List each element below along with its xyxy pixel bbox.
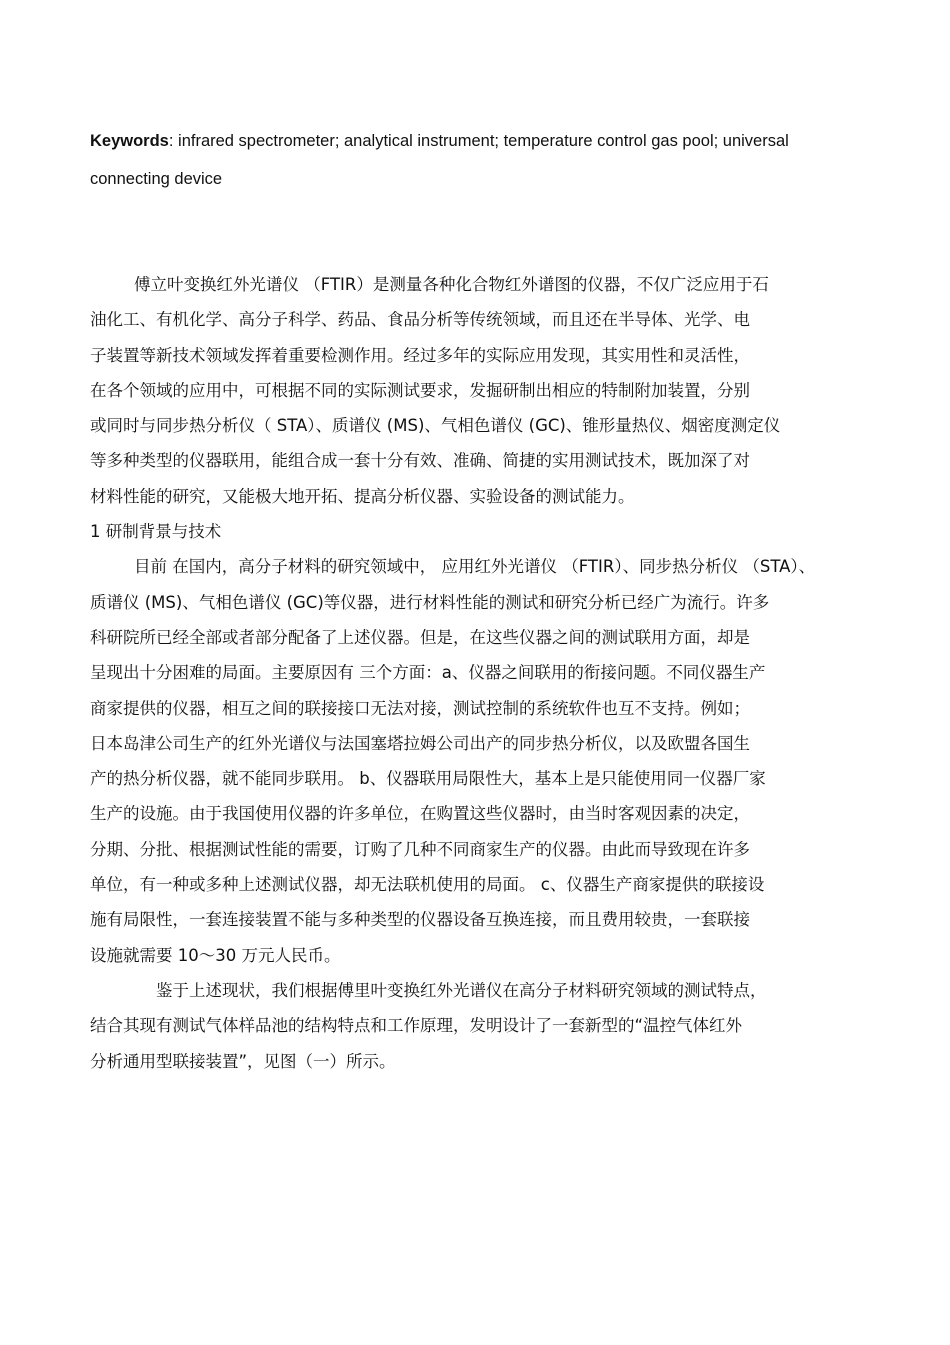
paragraph3-line: 鉴于上述现状，我们根据傅里叶变换红外光谱仪在高分子材料研究领域的测试特点， (156, 980, 767, 1000)
body-text (90, 267, 870, 1079)
paragraph2-line: 单位，有一种或多种上述测试仪器，却无法联机使用的局面。 c、仪器生产商家提供的联接设 (90, 875, 765, 895)
keywords-paragraph (90, 122, 870, 198)
paragraph1-line: 子装置等新技术领域发挥着重要检测作用。经过多年的实际应用发现，其实用性和灵活性， (90, 345, 750, 365)
paragraph1-line: 等多种类型的仪器联用，能组合成一套十分有效、准确、简捷的实用测试技术，既加深了对 (90, 451, 750, 471)
keywords-label: Keywords (90, 132, 169, 150)
keywords-text: : infrared spectrometer; analytical instrument; temperature control gas pool; universal connecting device (90, 132, 789, 188)
section-heading: 1 研制背景与技术 (90, 522, 222, 542)
paragraph2-line: 目前 在国内，高分子材料的研究领域中， 应用红外光谱仪 （FTIR）、同步热分析仪 （STA）、 (134, 557, 816, 577)
paragraph1-line: 油化工、有机化学、高分子科学、药品、食品分析等传统领域，而且还在半导体、光学、电 (90, 310, 750, 330)
paragraph1-line: 或同时与同步热分析仪（ STA）、质谱仪 (MS)、气相色谱仪 (GC)、锥形量热仪、烟密度测定仪 (90, 416, 781, 436)
paragraph2-line: 分期、分批、根据测试性能的需要，订购了几种不同商家生产的仪器。由此而导致现在许多 (90, 839, 750, 859)
paragraph1-line: 傅立叶变换红外光谱仪 （FTIR）是测量各种化合物红外谱图的仪器，不仅广泛应用于石 (134, 275, 769, 294)
paragraph2-line: 质谱仪 (MS)、气相色谱仪 (GC)等仪器，进行材料性能的测试和研究分析已经广为流行。许多 (90, 592, 770, 612)
paragraph2-line: 设施就需要 10～30 万元人民币。 (90, 945, 341, 965)
paragraph2-line: 商家提供的仪器，相互之间的联接接口无法对接，测试控制的系统软件也互不支持。例如； (90, 698, 750, 718)
paragraph2-line: 呈现出十分困难的局面。主要原因有 三个方面：a、仪器之间联用的衔接问题。不同仪器生产 (90, 663, 766, 683)
paragraph2-line: 生产的设施。由于我国使用仪器的许多单位，在购置这些仪器时，由当时客观因素的决定， (90, 804, 750, 824)
paragraph2-line: 日本岛津公司生产的红外光谱仪与法国塞塔拉姆公司出产的同步热分析仪，以及欧盟各国生 (90, 733, 750, 753)
paragraph3-line: 分析通用型联接装置”，见图（一）所示。 (90, 1051, 396, 1071)
paragraph2-line: 产的热分析仪器，就不能同步联用。 b、仪器联用局限性大，基本上是只能使用同一仪器厂家 (90, 769, 766, 789)
paragraph2-line: 施有局限性，一套连接装置不能与多种类型的仪器设备互换连接，而且费用较贵，一套联接 (90, 910, 750, 930)
paragraph1-line: 在各个领域的应用中，可根据不同的实际测试要求，发掘研制出相应的特制附加装置，分别 (90, 380, 750, 400)
paragraph2-line: 科研院所已经全部或者部分配备了上述仪器。但是，在这些仪器之间的测试联用方面，却是 (90, 627, 750, 647)
paragraph3-line: 结合其现有测试气体样品池的结构特点和工作原理，发明设计了一套新型的“温控气体红外 (90, 1016, 743, 1036)
paragraph1-line: 材料性能的研究，又能极大地开拓、提高分析仪器、实验设备的测试能力。 (90, 486, 635, 506)
